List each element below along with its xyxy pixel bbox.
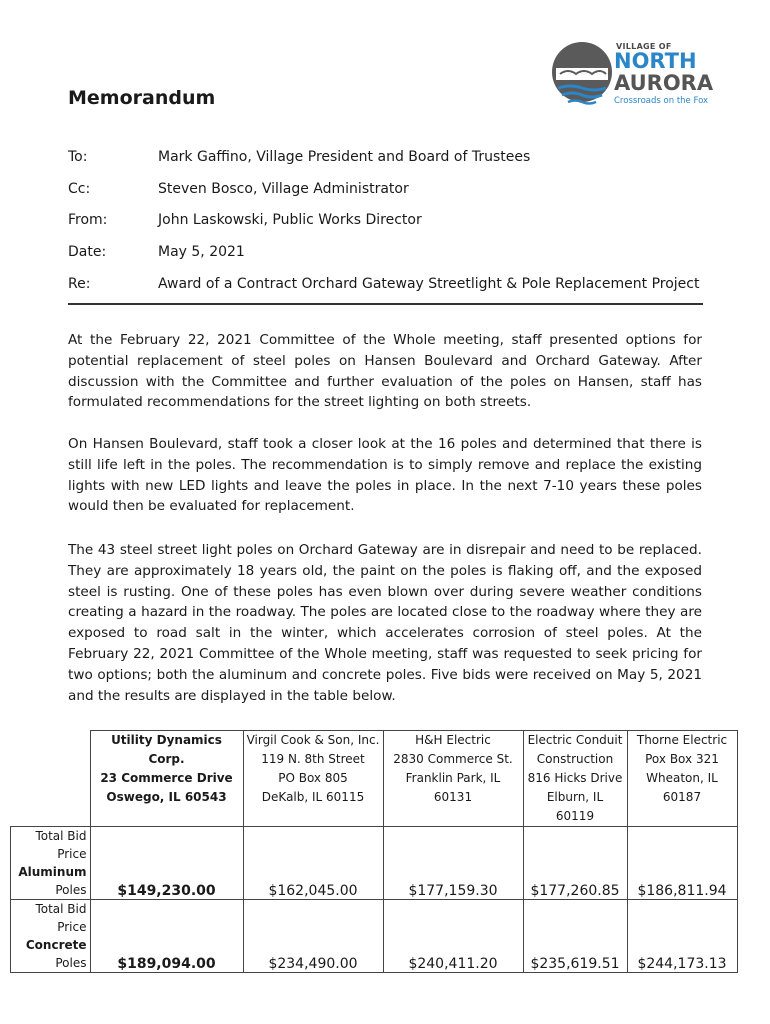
header-divider xyxy=(68,303,703,305)
vendor-city: Elburn, IL 60119 xyxy=(546,790,604,823)
bid-amount: $149,230.00 xyxy=(90,827,243,900)
memo-title: Memorandum xyxy=(68,87,216,109)
vendor-name: Virgil Cook & Son, Inc. xyxy=(246,733,380,747)
logo-north: NORTH xyxy=(614,49,697,73)
header-value: Mark Gaffino, Village President and Board of Trustees xyxy=(158,149,531,165)
vendor-city: Franklin Park, IL 60131 xyxy=(405,771,501,804)
vendor-name-cont: Construction xyxy=(536,752,614,766)
header-value: May 5, 2021 xyxy=(158,244,245,260)
row-label xyxy=(11,900,91,973)
row-label-material: Aluminum xyxy=(18,865,87,879)
logo-aurora: AURORA xyxy=(614,71,714,95)
vendor-city: DeKalb, IL 60115 xyxy=(261,790,365,804)
paragraph-1: At the February 22, 2021 Committee of the Whole meeting, staff presented options for potential replacement of steel poles on Hansen Boulevard and Orchard Gateway. After discussion with the Committee and further evaluation of the poles on Hansen, staff has formulated recommendations for the street lighting on both streets. xyxy=(68,332,702,411)
table-row xyxy=(11,900,738,973)
row-label xyxy=(11,827,91,900)
logo-tagline: Crossroads on the Fox xyxy=(614,96,709,106)
vendor-address: Pox Box 321 xyxy=(645,752,719,766)
vendor-name: H&H Electric xyxy=(415,733,491,747)
bid-amount: $177,260.85 xyxy=(523,827,627,900)
bid-amount: $235,619.51 xyxy=(523,900,627,973)
vendor-city: Wheaton, IL 60187 xyxy=(646,771,718,804)
header-label: Date: xyxy=(68,244,107,260)
vendor-address: 816 Hicks Drive xyxy=(527,771,623,785)
paragraph-3: The 43 steel street light poles on Orchard Gateway are in disrepair and need to be replaced. They are approximately 18 years old, the paint on the poles is flaking off, and the exposed steel is rusting. One of these poles has even blown over during severe weather conditions creating a hazard in the roadway. The poles are located close to the roadway where they are exposed to road salt in the winter, which accelerates corrosion of steel poles. At the February 22, 2021 Committee of the Whole meeting, staff was requested to seek pricing for two options; both the aluminum and concrete poles. Five bids were received on May 5, 2021 and the results are displayed in the table below. xyxy=(68,542,702,704)
row-label-line: Total Bid xyxy=(35,829,87,843)
row-label-line: Price xyxy=(57,920,87,934)
header-value: Award of a Contract Orchard Gateway Streetlight & Pole Replacement Project xyxy=(158,276,700,292)
header-label: Re: xyxy=(68,276,91,292)
vendor-city: Oswego, IL 60543 xyxy=(106,790,227,804)
bid-results-table xyxy=(10,730,738,973)
table-header-row xyxy=(11,731,738,827)
header-label: To: xyxy=(68,149,88,165)
bid-amount: $177,159.30 xyxy=(383,827,523,900)
vendor-address: 119 N. 8th Street xyxy=(261,752,365,766)
table-corner-cell xyxy=(11,731,91,827)
header-label: From: xyxy=(68,212,108,228)
row-label-material: Concrete xyxy=(25,938,87,952)
row-label-line: Poles xyxy=(55,956,87,970)
row-label-line: Total Bid xyxy=(35,902,87,916)
vendor-name: Electric Conduit xyxy=(527,733,623,747)
vendor-name: Utility Dynamics Corp. xyxy=(111,733,222,766)
logo-village-of: VILLAGE OF xyxy=(616,42,672,51)
bid-amount: $162,045.00 xyxy=(243,827,383,900)
vendor-address: 23 Commerce Drive xyxy=(100,771,233,785)
vendor-po-box: PO Box 805 xyxy=(278,771,348,785)
header-label: Cc: xyxy=(68,181,91,197)
row-label-line: Price xyxy=(57,847,87,861)
vendor-header xyxy=(383,731,523,827)
bid-amount: $234,490.00 xyxy=(243,900,383,973)
header-value: Steven Bosco, Village Administrator xyxy=(158,181,409,197)
bid-amount: $189,094.00 xyxy=(90,900,243,973)
row-label-line: Poles xyxy=(55,883,87,897)
bid-amount: $240,411.20 xyxy=(383,900,523,973)
vendor-header xyxy=(523,731,627,827)
vendor-address: 2830 Commerce St. xyxy=(393,752,513,766)
paragraph-2: On Hansen Boulevard, staff took a closer look at the 16 poles and determined that there is still life left in the poles. The recommendation is to simply remove and replace the existing lights with new LED lights and leave the poles in place. In the next 7-10 years these poles would then be evaluated for replacement. xyxy=(68,436,702,515)
header-value: John Laskowski, Public Works Director xyxy=(158,212,422,228)
bid-amount: $244,173.13 xyxy=(627,900,737,973)
vendor-header xyxy=(90,731,243,827)
vendor-header xyxy=(627,731,737,827)
vendor-name: Thorne Electric xyxy=(636,733,728,747)
table-row xyxy=(11,827,738,900)
bid-amount: $186,811.94 xyxy=(627,827,737,900)
vendor-header xyxy=(243,731,383,827)
